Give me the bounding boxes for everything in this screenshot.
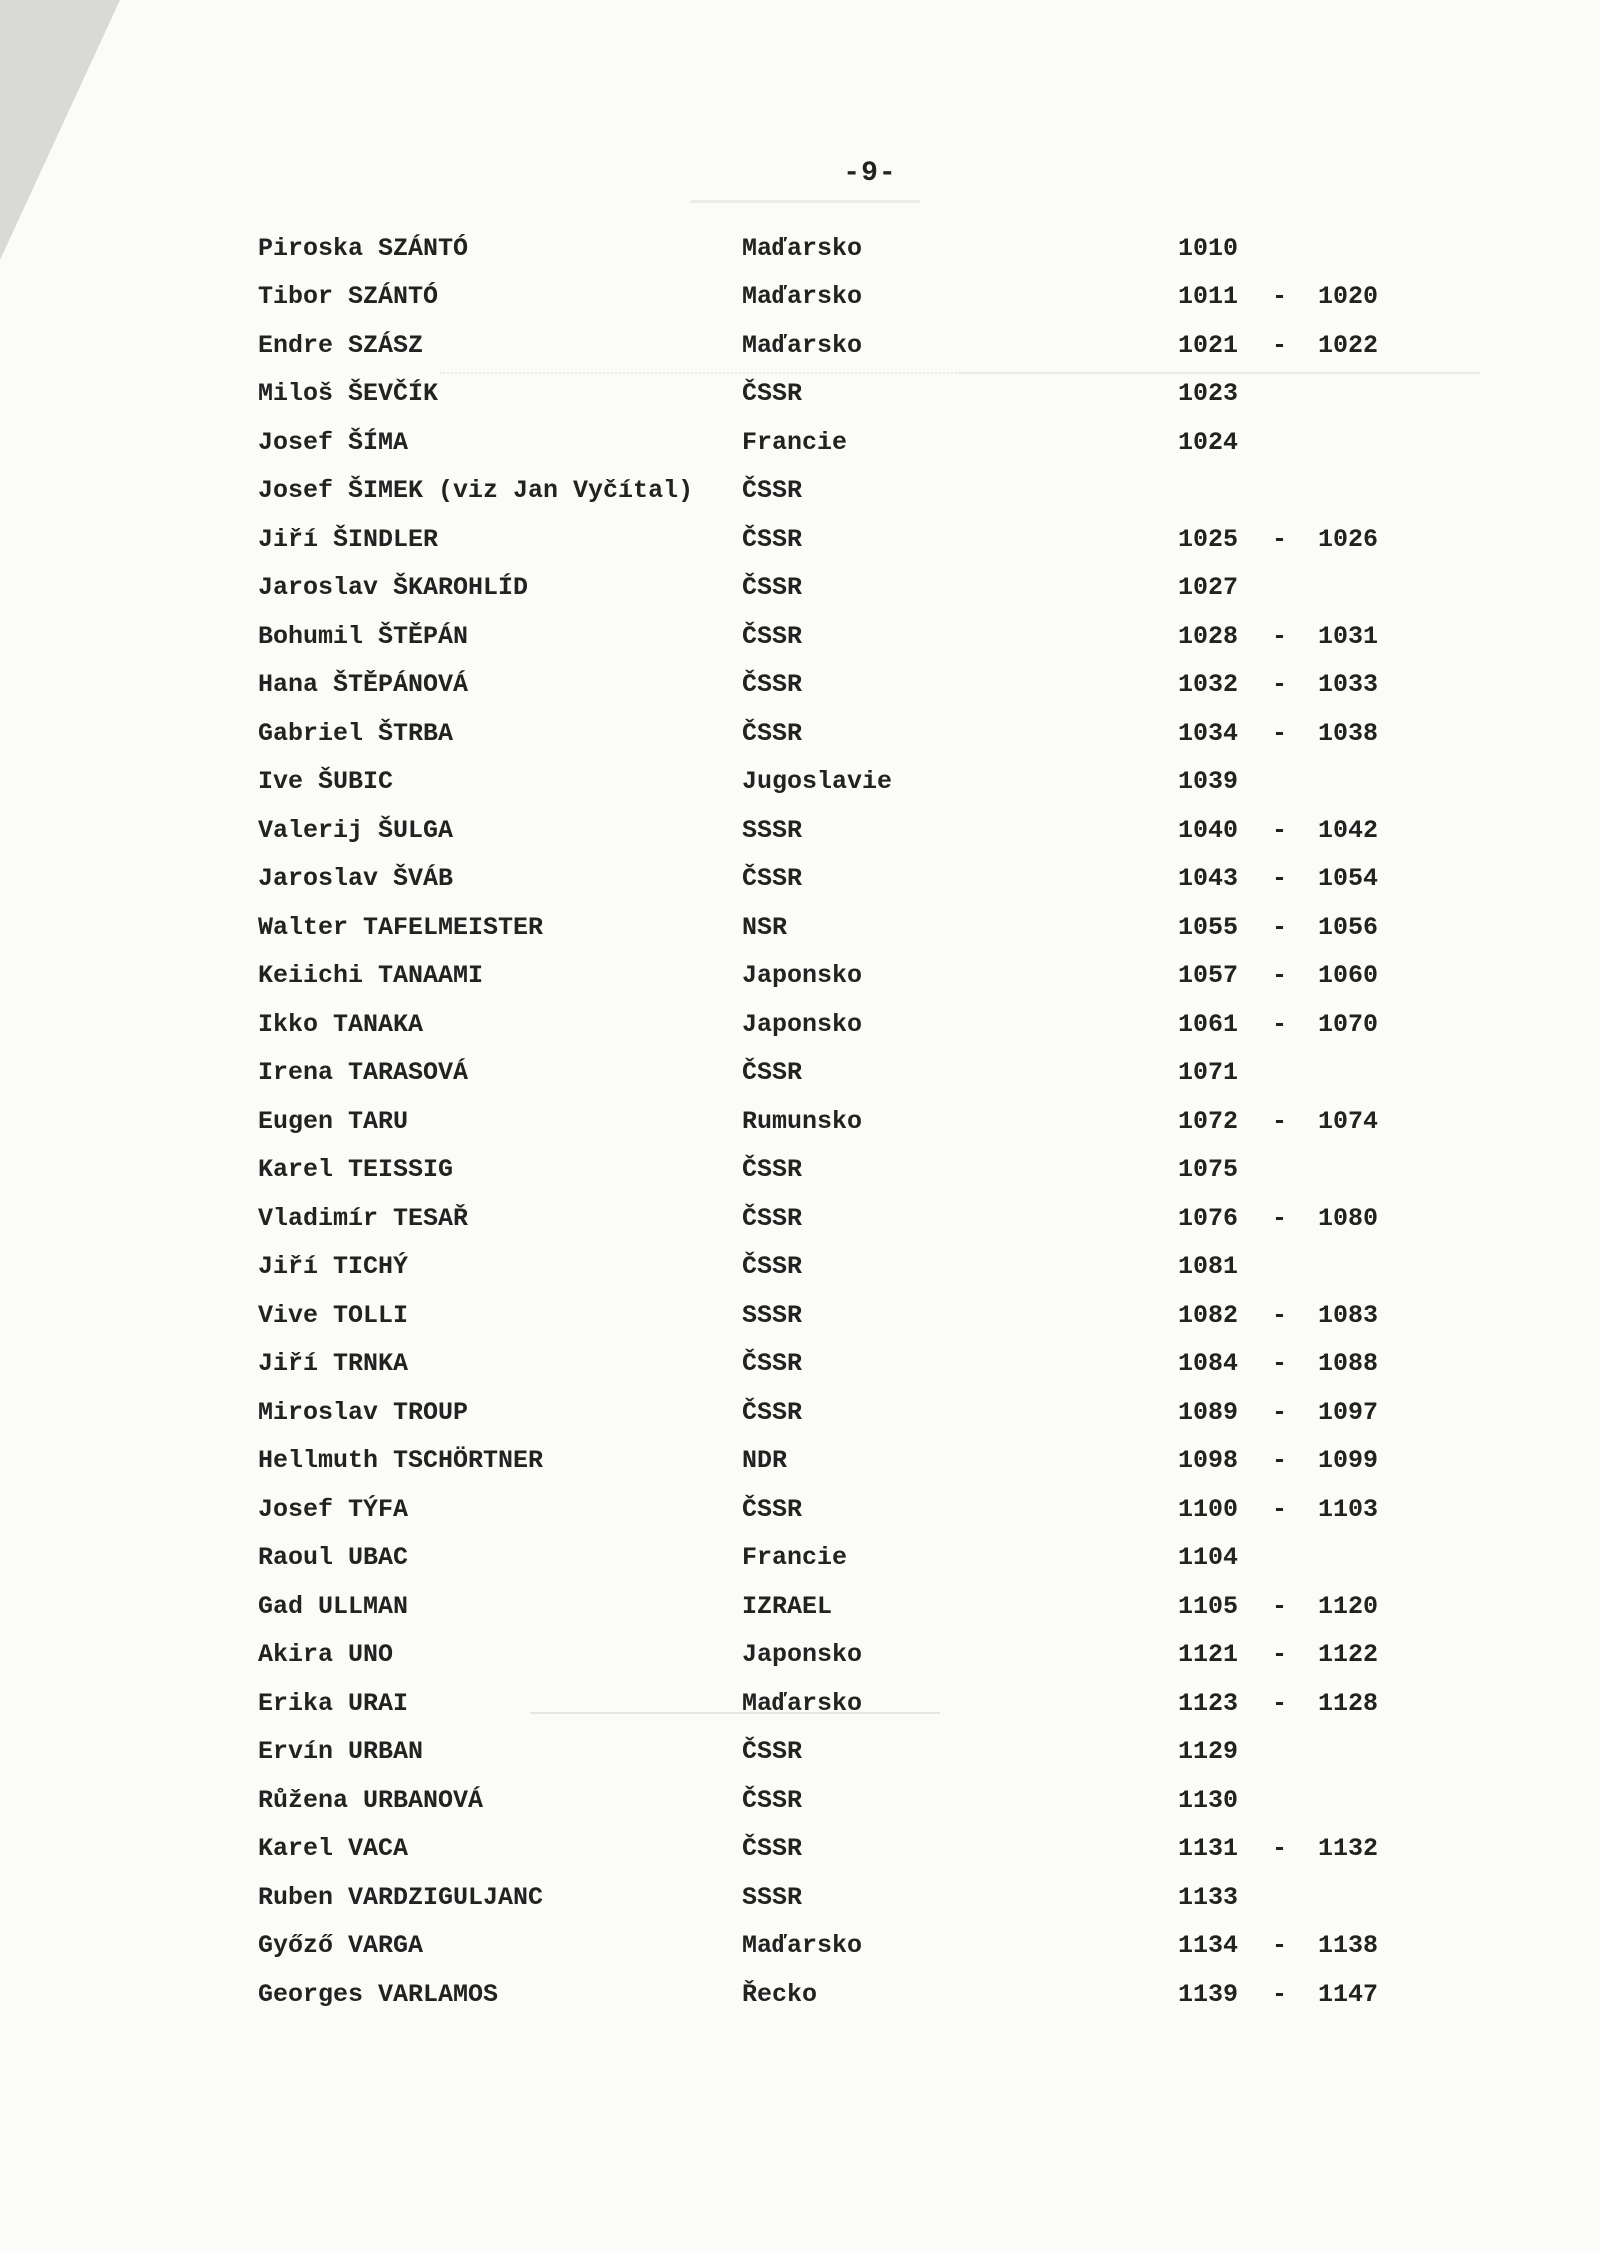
country: ČSSR [742,1252,803,1281]
range-start: 1098 [1178,1446,1239,1475]
country: ČSSR [742,1737,803,1766]
range-start: 1123 [1178,1689,1239,1718]
artist-name: Hellmuth TSCHÖRTNER [258,1446,544,1475]
artist-name: Miroslav TROUP [258,1398,469,1427]
artist-name: Akira UNO [258,1640,394,1669]
list-item [0,1107,1600,1155]
list-item [0,816,1600,864]
list-item [0,961,1600,1009]
range-end: 1097 [1318,1398,1379,1427]
artist-name: Raoul UBAC [258,1543,409,1572]
range-start: 1089 [1178,1398,1239,1427]
list-item [0,1010,1600,1058]
range-end: 1060 [1318,961,1379,990]
list-item [0,1301,1600,1349]
range-dash: - [1272,1640,1288,1669]
list-item [0,1786,1600,1834]
list-item [0,767,1600,815]
range-dash: - [1272,525,1288,554]
list-item [0,1155,1600,1203]
list-item [0,525,1600,573]
range-end: 1022 [1318,331,1379,360]
range-start: 1082 [1178,1301,1239,1330]
range-end: 1070 [1318,1010,1379,1039]
range-end: 1128 [1318,1689,1379,1718]
range-dash: - [1272,1931,1288,1960]
list-item [0,1543,1600,1591]
range-end: 1103 [1318,1495,1379,1524]
range-start: 1034 [1178,719,1239,748]
range-dash: - [1272,719,1288,748]
country: IZRAEL [742,1592,833,1621]
range-start: 1075 [1178,1155,1239,1184]
country: Jugoslavie [742,767,893,796]
list-item [0,331,1600,379]
artist-name: Vladimír TESAŘ [258,1204,469,1233]
range-end: 1033 [1318,670,1379,699]
range-end: 1054 [1318,864,1379,893]
range-start: 1129 [1178,1737,1239,1766]
range-start: 1072 [1178,1107,1239,1136]
range-start: 1024 [1178,428,1239,457]
range-end: 1042 [1318,816,1379,845]
country: Japonsko [742,961,863,990]
artist-name: Miloš ŠEVČÍK [258,379,439,408]
range-start: 1061 [1178,1010,1239,1039]
range-end: 1122 [1318,1640,1379,1669]
artist-name: Valerij ŠULGA [258,816,454,845]
country: ČSSR [742,1834,803,1863]
list-item [0,864,1600,912]
country: ČSSR [742,622,803,651]
artist-name: Győző VARGA [258,1931,424,1960]
range-start: 1027 [1178,573,1239,602]
artist-name: Josef TÝFA [258,1495,409,1524]
range-dash: - [1272,1301,1288,1330]
list-item [0,1980,1600,2028]
artist-name: Jiří ŠINDLER [258,525,439,554]
range-dash: - [1272,1398,1288,1427]
country: Francie [742,1543,848,1572]
artist-name: Karel VACA [258,1834,409,1863]
country: ČSSR [742,1398,803,1427]
country: ČSSR [742,1786,803,1815]
list-item [0,1349,1600,1397]
list-item [0,1446,1600,1494]
country: ČSSR [742,1495,803,1524]
artist-name: Irena TARASOVÁ [258,1058,469,1087]
list-item [0,1834,1600,1882]
range-dash: - [1272,282,1288,311]
country: SSSR [742,1883,803,1912]
artist-name: Jiří TICHÝ [258,1252,409,1281]
range-start: 1021 [1178,331,1239,360]
country: ČSSR [742,379,803,408]
country: Francie [742,428,848,457]
range-dash: - [1272,864,1288,893]
range-start: 1084 [1178,1349,1239,1378]
artist-name: Josef ŠÍMA [258,428,409,457]
range-dash: - [1272,1107,1288,1136]
artist-name: Josef ŠIMEK (viz Jan Vyčítal) [258,476,694,505]
range-dash: - [1272,816,1288,845]
range-end: 1074 [1318,1107,1379,1136]
list-item [0,379,1600,427]
list-item [0,1737,1600,1785]
country: SSSR [742,1301,803,1330]
range-start: 1025 [1178,525,1239,554]
country: ČSSR [742,719,803,748]
list-item [0,1204,1600,1252]
list-item [0,476,1600,524]
range-start: 1081 [1178,1252,1239,1281]
country: Maďarsko [742,1689,863,1718]
artist-name: Endre SZÁSZ [258,331,424,360]
list-item [0,719,1600,767]
range-end: 1132 [1318,1834,1379,1863]
artist-name: Růžena URBANOVÁ [258,1786,484,1815]
country: Řecko [742,1980,818,2009]
range-dash: - [1272,1980,1288,2009]
country: Rumunsko [742,1107,863,1136]
range-dash: - [1272,913,1288,942]
country: ČSSR [742,525,803,554]
list-item [0,1252,1600,1300]
list-item [0,1058,1600,1106]
country: NSR [742,913,788,942]
range-end: 1120 [1318,1592,1379,1621]
range-start: 1133 [1178,1883,1239,1912]
list-item [0,573,1600,621]
range-start: 1023 [1178,379,1239,408]
country: NDR [742,1446,788,1475]
list-item [0,234,1600,282]
range-start: 1131 [1178,1834,1239,1863]
country: Japonsko [742,1640,863,1669]
range-dash: - [1272,961,1288,990]
artist-name: Jaroslav ŠVÁB [258,864,454,893]
artist-name: Hana ŠTĚPÁNOVÁ [258,670,469,699]
list-item [0,1592,1600,1640]
range-end: 1020 [1318,282,1379,311]
country: ČSSR [742,864,803,893]
list-item [0,1640,1600,1688]
range-start: 1121 [1178,1640,1239,1669]
artist-name: Piroska SZÁNTÓ [258,234,469,263]
range-start: 1105 [1178,1592,1239,1621]
artist-name: Tibor SZÁNTÓ [258,282,439,311]
range-dash: - [1272,1204,1288,1233]
range-dash: - [1272,1349,1288,1378]
range-start: 1010 [1178,234,1239,263]
range-end: 1138 [1318,1931,1379,1960]
list-item [0,1398,1600,1446]
artist-name: Keiichi TANAAMI [258,961,484,990]
range-end: 1147 [1318,1980,1379,2009]
country: ČSSR [742,573,803,602]
country: Maďarsko [742,234,863,263]
range-end: 1099 [1318,1446,1379,1475]
range-dash: - [1272,1446,1288,1475]
country: ČSSR [742,1155,803,1184]
range-start: 1134 [1178,1931,1239,1960]
country: Maďarsko [742,282,863,311]
artist-name: Jiří TRNKA [258,1349,409,1378]
range-start: 1100 [1178,1495,1239,1524]
range-dash: - [1272,622,1288,651]
list-item [0,1883,1600,1931]
artist-name: Bohumil ŠTĚPÁN [258,622,469,651]
range-end: 1026 [1318,525,1379,554]
artist-name: Eugen TARU [258,1107,409,1136]
range-end: 1080 [1318,1204,1379,1233]
range-end: 1088 [1318,1349,1379,1378]
list-item [0,913,1600,961]
country: ČSSR [742,670,803,699]
list-item [0,428,1600,476]
artist-name: Gabriel ŠTRBA [258,719,454,748]
range-start: 1040 [1178,816,1239,845]
list-item [0,1931,1600,1979]
range-end: 1031 [1318,622,1379,651]
range-end: 1056 [1318,913,1379,942]
artist-name: Walter TAFELMEISTER [258,913,544,942]
range-start: 1039 [1178,767,1239,796]
country: ČSSR [742,1058,803,1087]
range-start: 1032 [1178,670,1239,699]
country: ČSSR [742,1349,803,1378]
artist-name: Ruben VARDZIGULJANC [258,1883,544,1912]
range-start: 1057 [1178,961,1239,990]
page-number: -9- [843,158,897,189]
country: ČSSR [742,1204,803,1233]
range-start: 1076 [1178,1204,1239,1233]
artist-name: Erika URAI [258,1689,409,1718]
range-end: 1083 [1318,1301,1379,1330]
range-start: 1071 [1178,1058,1239,1087]
range-dash: - [1272,1010,1288,1039]
artist-name: Ive ŠUBIC [258,767,394,796]
artist-name: Ikko TANAKA [258,1010,424,1039]
list-item [0,282,1600,330]
list-item [0,670,1600,718]
range-start: 1104 [1178,1543,1239,1572]
list-item [0,622,1600,670]
range-dash: - [1272,1495,1288,1524]
list-item [0,1495,1600,1543]
range-dash: - [1272,1689,1288,1718]
range-start: 1028 [1178,622,1239,651]
artist-name: Gad ULLMAN [258,1592,409,1621]
country: SSSR [742,816,803,845]
artist-name: Ervín URBAN [258,1737,424,1766]
country: Japonsko [742,1010,863,1039]
range-start: 1011 [1178,282,1239,311]
faint-divider [530,1712,940,1714]
range-dash: - [1272,670,1288,699]
artist-name: Georges VARLAMOS [258,1980,499,2009]
country: Maďarsko [742,1931,863,1960]
artist-name: Karel TEISSIG [258,1155,454,1184]
artist-name: Vive TOLLI [258,1301,409,1330]
range-start: 1139 [1178,1980,1239,2009]
range-start: 1043 [1178,864,1239,893]
range-end: 1038 [1318,719,1379,748]
country: ČSSR [742,476,803,505]
range-dash: - [1272,1592,1288,1621]
country: Maďarsko [742,331,863,360]
range-start: 1130 [1178,1786,1239,1815]
range-dash: - [1272,1834,1288,1863]
range-dash: - [1272,331,1288,360]
artist-name: Jaroslav ŠKAROHLÍD [258,573,529,602]
range-start: 1055 [1178,913,1239,942]
